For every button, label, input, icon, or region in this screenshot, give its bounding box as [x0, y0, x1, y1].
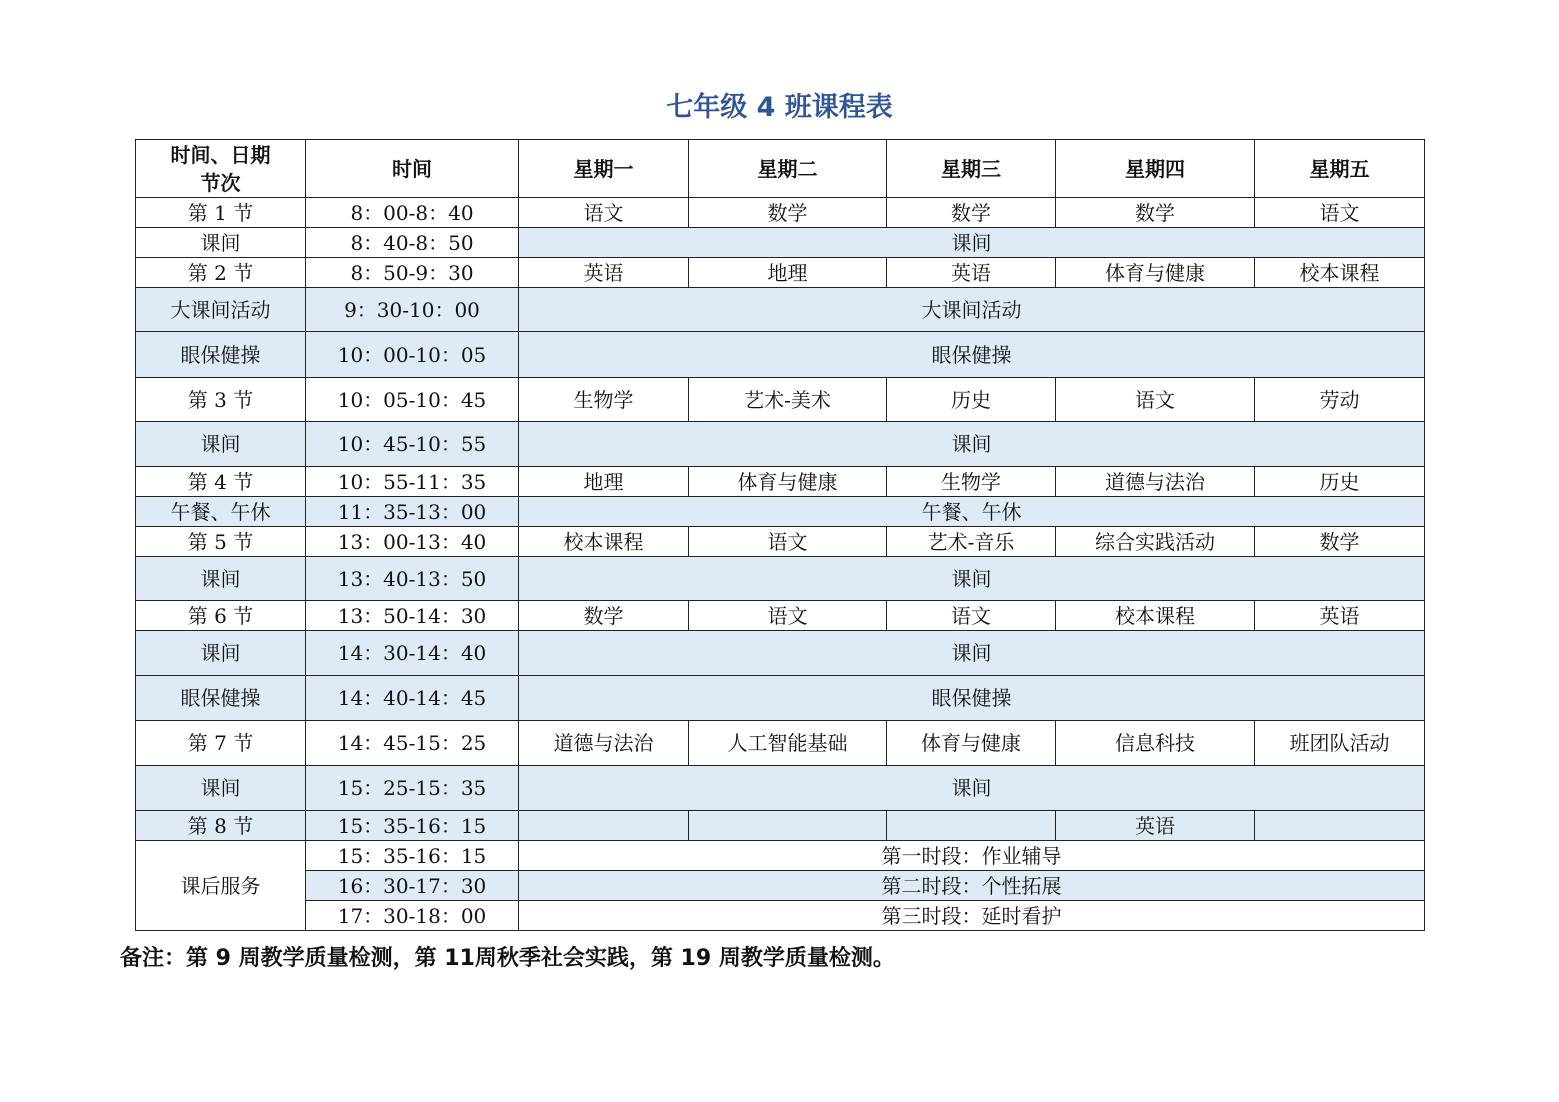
page-title: 七年级 4 班课程表	[666, 92, 893, 123]
time-cell: 10：05-10：45	[306, 378, 519, 422]
table-row	[136, 258, 1425, 288]
span-activity-cell: 大课间活动	[519, 288, 1425, 332]
period-cell: 第 4 节	[136, 467, 306, 497]
course-cell: 历史	[1255, 467, 1425, 497]
course-cell: 信息科技	[1056, 721, 1255, 766]
footnote: 备注：第 9 周教学质量检测，第 11周秋季社会实践，第 19 周教学质量检测。	[120, 946, 895, 971]
course-cell	[519, 811, 689, 841]
day-header-mon: 星期一	[519, 140, 689, 198]
period-cell: 午餐、午休	[136, 497, 306, 527]
period-cell: 课间	[136, 422, 306, 467]
period-cell: 第 3 节	[136, 378, 306, 422]
corner-header-line2: 节次	[200, 170, 241, 195]
span-activity-cell: 课间	[519, 766, 1425, 811]
table-row	[136, 467, 1425, 497]
course-cell: 体育与健康	[887, 721, 1056, 766]
course-cell: 地理	[519, 467, 689, 497]
time-cell: 13：00-13：40	[306, 527, 519, 557]
table-row	[136, 497, 1425, 527]
day-header-tue: 星期二	[689, 140, 887, 198]
table-row	[136, 228, 1425, 258]
course-cell: 生物学	[519, 378, 689, 422]
time-cell: 8：40-8：50	[306, 228, 519, 258]
course-cell: 英语	[519, 258, 689, 288]
time-cell: 10：45-10：55	[306, 422, 519, 467]
course-cell: 数学	[1255, 527, 1425, 557]
time-cell: 14：40-14：45	[306, 676, 519, 721]
time-cell: 10：00-10：05	[306, 332, 519, 378]
after-school-row	[136, 841, 1425, 871]
course-cell: 校本课程	[519, 527, 689, 557]
time-cell: 9：30-10：00	[306, 288, 519, 332]
span-activity-cell: 课间	[519, 631, 1425, 676]
span-activity-cell: 眼保健操	[519, 676, 1425, 721]
table-row	[136, 378, 1425, 422]
time-cell: 11：35-13：00	[306, 497, 519, 527]
course-cell: 数学	[519, 601, 689, 631]
time-cell: 14：45-15：25	[306, 721, 519, 766]
time-header: 时间	[306, 140, 519, 198]
day-header-fri: 星期五	[1255, 140, 1425, 198]
time-cell: 8：50-9：30	[306, 258, 519, 288]
course-cell: 综合实践活动	[1056, 527, 1255, 557]
after-school-activity: 第二时段：个性拓展	[519, 871, 1425, 901]
period-cell: 第 8 节	[136, 811, 306, 841]
course-cell: 英语	[887, 258, 1056, 288]
time-cell: 13：40-13：50	[306, 557, 519, 601]
period-cell: 眼保健操	[136, 676, 306, 721]
span-activity-cell: 课间	[519, 557, 1425, 601]
schedule-table	[135, 139, 1425, 931]
table-row	[136, 631, 1425, 676]
course-cell: 生物学	[887, 467, 1056, 497]
course-cell: 语文	[1255, 198, 1425, 228]
course-cell: 道德与法治	[1056, 467, 1255, 497]
span-activity-cell: 课间	[519, 228, 1425, 258]
period-cell: 眼保健操	[136, 332, 306, 378]
course-cell: 语文	[519, 198, 689, 228]
after-school-row	[136, 871, 1425, 901]
table-row	[136, 198, 1425, 228]
period-cell: 第 1 节	[136, 198, 306, 228]
course-cell: 校本课程	[1255, 258, 1425, 288]
course-cell: 数学	[887, 198, 1056, 228]
day-header-thu: 星期四	[1056, 140, 1255, 198]
time-cell: 17：30-18：00	[306, 901, 519, 931]
course-cell: 道德与法治	[519, 721, 689, 766]
time-cell: 13：50-14：30	[306, 601, 519, 631]
table-row	[136, 332, 1425, 378]
course-cell: 英语	[1056, 811, 1255, 841]
course-cell: 历史	[887, 378, 1056, 422]
course-cell: 数学	[1056, 198, 1255, 228]
corner-header-line1: 时间、日期	[170, 142, 271, 167]
course-cell: 劳动	[1255, 378, 1425, 422]
table-row	[136, 601, 1425, 631]
course-cell: 体育与健康	[689, 467, 887, 497]
course-cell: 班团队活动	[1255, 721, 1425, 766]
course-cell: 数学	[689, 198, 887, 228]
period-cell: 课间	[136, 557, 306, 601]
course-cell: 英语	[1255, 601, 1425, 631]
table-row	[136, 811, 1425, 841]
time-cell: 10：55-11：35	[306, 467, 519, 497]
course-cell: 体育与健康	[1056, 258, 1255, 288]
course-cell: 语文	[689, 601, 887, 631]
time-cell: 14：30-14：40	[306, 631, 519, 676]
table-row	[136, 288, 1425, 332]
table-row	[136, 422, 1425, 467]
corner-header	[136, 140, 306, 198]
course-cell: 语文	[887, 601, 1056, 631]
course-cell: 人工智能基础	[689, 721, 887, 766]
period-cell: 课间	[136, 766, 306, 811]
period-cell: 第 6 节	[136, 601, 306, 631]
period-cell: 第 2 节	[136, 258, 306, 288]
period-cell: 课间	[136, 631, 306, 676]
course-cell: 艺术-美术	[689, 378, 887, 422]
after-school-label: 课后服务	[136, 841, 306, 931]
course-cell	[1255, 811, 1425, 841]
time-cell: 15：35-16：15	[306, 811, 519, 841]
table-row	[136, 766, 1425, 811]
span-activity-cell: 课间	[519, 422, 1425, 467]
period-cell: 大课间活动	[136, 288, 306, 332]
course-cell	[887, 811, 1056, 841]
course-cell: 语文	[689, 527, 887, 557]
time-cell: 15：25-15：35	[306, 766, 519, 811]
header-row	[136, 140, 1425, 198]
course-cell: 语文	[1056, 378, 1255, 422]
after-school-row	[136, 901, 1425, 931]
course-cell: 艺术-音乐	[887, 527, 1056, 557]
course-cell: 地理	[689, 258, 887, 288]
table-row	[136, 676, 1425, 721]
course-cell: 校本课程	[1056, 601, 1255, 631]
table-row	[136, 721, 1425, 766]
span-activity-cell: 午餐、午休	[519, 497, 1425, 527]
time-cell: 15：35-16：15	[306, 841, 519, 871]
period-cell: 第 7 节	[136, 721, 306, 766]
after-school-activity: 第三时段：延时看护	[519, 901, 1425, 931]
period-cell: 课间	[136, 228, 306, 258]
course-cell	[689, 811, 887, 841]
table-row	[136, 557, 1425, 601]
span-activity-cell: 眼保健操	[519, 332, 1425, 378]
period-cell: 第 5 节	[136, 527, 306, 557]
table-row	[136, 527, 1425, 557]
time-cell: 8：00-8：40	[306, 198, 519, 228]
after-school-activity: 第一时段：作业辅导	[519, 841, 1425, 871]
time-cell: 16：30-17：30	[306, 871, 519, 901]
day-header-wed: 星期三	[887, 140, 1056, 198]
